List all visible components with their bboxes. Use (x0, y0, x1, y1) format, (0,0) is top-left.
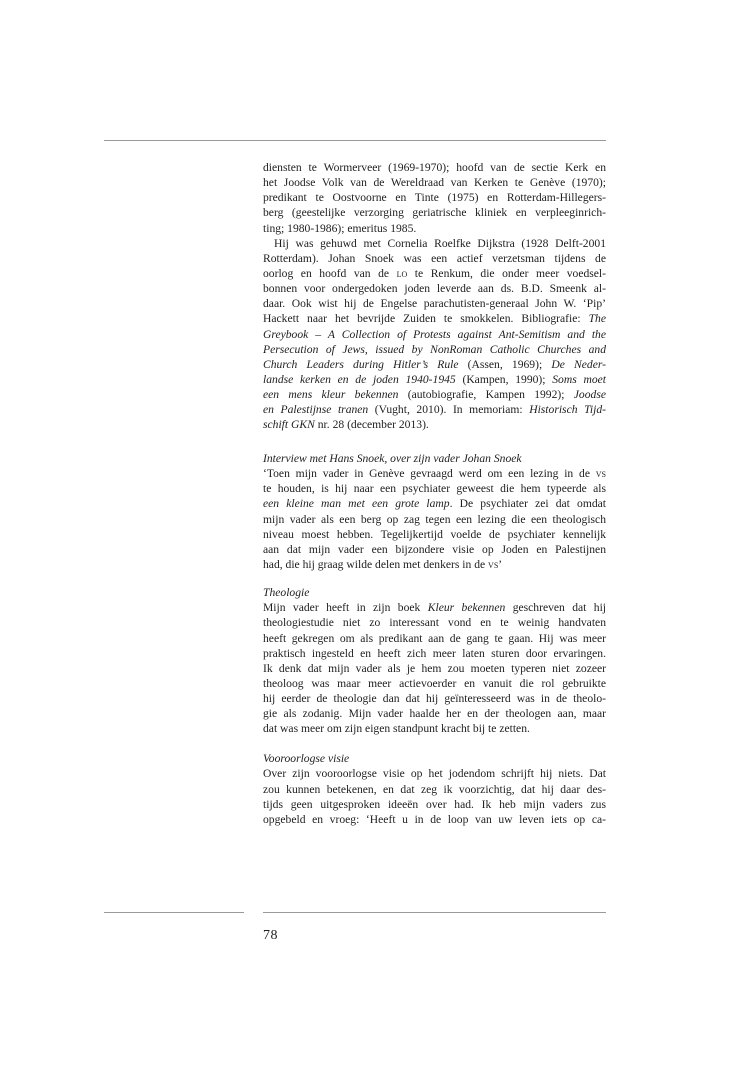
text-segment: dat was meer om zijn eigen standpunt kracht bij te zetten. (263, 722, 530, 736)
text-line (263, 327, 606, 342)
text-segment: te Renkum, die onder meer voedsel- (407, 266, 606, 280)
section-heading-vooroorlogse-visie (263, 751, 606, 766)
text-segment: Ik denk dat mijn vader als je hem zou moeten typeren niet zozeer (263, 661, 606, 675)
text-segment: The (588, 312, 606, 326)
text-segment: aan dat mijn vader een bijzondere visie op Joden en Palestijnen (263, 542, 606, 556)
text-line (263, 387, 606, 402)
text-segment: diensten te Wormerveer (1969-1970); hoofd van de sectie Kerk en (263, 161, 606, 174)
text-line (263, 615, 606, 630)
text-segment: vs (488, 557, 499, 571)
top-rule (104, 140, 606, 141)
text-segment: daar. Ook wist hij de Engelse parachutisten-generaal John W. ‘Pip’ (263, 297, 606, 311)
text-line (263, 481, 606, 496)
text-segment: Hij was gehuwd met Cornelia Roelfke Dijkstra (1928 Delft-2001 (274, 236, 606, 250)
text-line (263, 721, 606, 736)
text-segment: geschreven dat hij (505, 601, 606, 615)
text-line (263, 557, 606, 572)
footer-rule-right (263, 912, 606, 913)
text-line (263, 466, 606, 481)
text-segment: een kleine man met een grote lamp (263, 497, 450, 511)
text-segment: landse kerken en de joden 1940-1945 (263, 372, 456, 386)
text-line (263, 402, 606, 417)
text-segment: (Vught, 2010). In memoriam: (368, 403, 530, 417)
text-segment: Church Leaders during Hitler’s Rule (263, 357, 459, 371)
text-line (263, 691, 606, 706)
text-segment: theologiestudie niet zo interessant vond en te weinig handvaten (263, 616, 606, 630)
text-line (263, 797, 606, 812)
text-segment: (Assen, 1969); (458, 357, 552, 371)
text-line (263, 342, 606, 357)
text-line (263, 600, 606, 615)
text-segment: De Neder- (551, 357, 606, 371)
text-line (263, 236, 606, 251)
text-segment: Greybook – A Collection of Protests against Ant-Semitism and the (263, 327, 606, 341)
text-segment: berg (geestelijke verzorging geriatrische kliniek en verpleeginrich- (263, 206, 606, 220)
text-line (263, 160, 606, 175)
text-line (263, 782, 606, 797)
text-line (263, 205, 606, 220)
text-segment: predikant te Oostvoorne en Tinte (1975) en Rotterdam-Hillegers- (263, 191, 606, 205)
text-line (263, 661, 606, 676)
text-segment: Rotterdam). Johan Snoek was een actief verzetsman tijdens de (263, 251, 606, 265)
text-line (263, 496, 606, 511)
text-line (263, 706, 606, 721)
text-segment: niveau moest hebben. Tegelijkertijd voelde de psychiater kennelijk (263, 527, 606, 541)
text-segment: Soms moet (552, 372, 606, 386)
text-line (263, 542, 606, 557)
text-segment: ting; 1980-1986); emeritus 1985. (263, 221, 417, 235)
text-line (263, 281, 606, 296)
text-segment: bonnen voor ondergedoken joden leverde aan ds. B.D. Smeenk al- (263, 282, 606, 296)
text-line (263, 646, 606, 661)
text-line (263, 221, 606, 236)
text-segment: een mens kleur bekennen (263, 388, 399, 401)
text-line (263, 631, 606, 646)
footer-rule-left (104, 912, 244, 913)
text-line (263, 812, 606, 827)
text-segment: opgebeld en vroeg: ‘Heeft u in de loop van uw leven iets op ca- (263, 812, 606, 826)
text-segment: Hackett naar het bevrijde Zuiden te smokkelen. Bibliografie: (263, 312, 589, 326)
text-segment: lo (396, 266, 408, 280)
text-segment: ‘Toen mijn vader in Genève gevraagd werd om een lezing in de (263, 467, 596, 481)
text-line (263, 251, 606, 266)
text-segment: te houden, is hij naar een psychiater geweest die hem typeerde als (263, 482, 606, 496)
page-number: 78 (263, 928, 278, 943)
text-segment: heeft gekregen om als predikant aan de gang te gaan. Hij was meer (263, 631, 606, 645)
text-line (263, 357, 606, 372)
text-segment: hij eerder de theologie dan dat hij geïnteresseerd was in de theolo- (263, 692, 606, 705)
text-segment: Joodse (573, 388, 606, 401)
text-line (263, 296, 606, 311)
text-line (263, 175, 606, 190)
text-line (263, 417, 606, 432)
text-segment: Theologie (263, 586, 310, 600)
text-segment: ’ (498, 557, 503, 571)
text-line (263, 372, 606, 387)
text-segment: mijn vader als een berg op zag tegen een lezing die een theologisch (263, 512, 606, 526)
text-segment: Historisch Tijd- (529, 403, 606, 417)
text-segment: theoloog was maar meer actievoerder en vanuit die rol gebruikte (263, 676, 606, 690)
text-segment: gie als zodanig. Mijn vader haalde her en der theologen aan, maar (263, 707, 606, 721)
text-line (263, 311, 606, 326)
text-line (263, 266, 606, 281)
text-segment: vs (595, 467, 606, 481)
text-segment: Over zijn vooroorlogse visie op het jodendom schrijft hij niets. Dat (263, 767, 606, 781)
text-segment: Mijn vader heeft in zijn boek (263, 601, 428, 615)
text-segment: Interview met Hans Snoek, over zijn vader Johan Snoek (263, 451, 522, 465)
section-heading-theologie (263, 585, 606, 600)
text-line (263, 190, 606, 205)
text-segment: Vooroorlogse visie (263, 752, 350, 766)
text-line (263, 676, 606, 691)
text-segment: praktisch ingesteld en heeft zich meer laten sturen door ervaringen. (263, 646, 606, 660)
section-heading-interview (263, 451, 606, 466)
text-segment: (autobiografie, Kampen 1992); (398, 388, 574, 401)
text-segment: (Kampen, 1990); (455, 372, 553, 386)
text-segment: . De psychiater zei dat omdat (449, 497, 606, 511)
text-segment: Persecution of Jews, issued by NonRoman Catholic Churches and (263, 342, 606, 356)
text-segment: zou kunnen betekenen, en dat zeg ik voorzichtig, dat hij daar des- (263, 782, 606, 796)
text-segment: het Joodse Volk van de Wereldraad van Kerken te Genève (1970); (263, 176, 606, 190)
text-segment: schift GKN (263, 418, 315, 432)
text-segment: nr. 28 (december 2013). (314, 418, 429, 432)
text-segment: tijds geen uitgesproken ideeën over had. Ik heb mijn vaders zus (263, 797, 606, 811)
text-line (263, 527, 606, 542)
text-segment: en Palestijnse tranen (263, 403, 369, 417)
text-segment: had, die hij graag wilde delen met denkers in de (263, 557, 489, 571)
text-line (263, 766, 606, 781)
text-line (263, 512, 606, 527)
text-segment: Kleur bekennen (427, 601, 506, 615)
text-segment: oorlog en hoofd van de (263, 266, 397, 280)
